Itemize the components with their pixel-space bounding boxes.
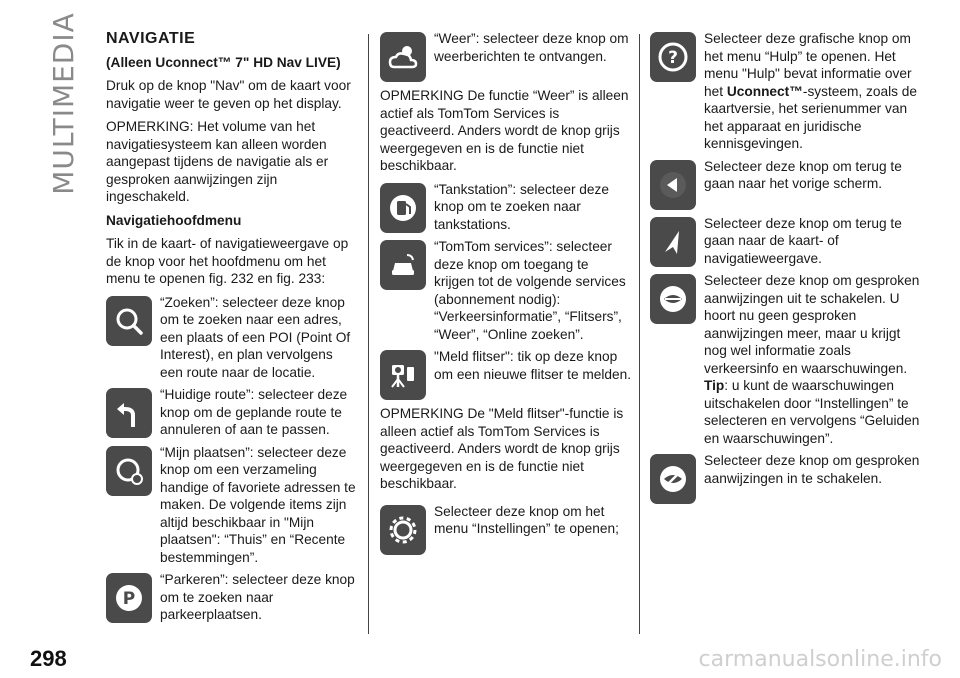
- list-item-back: Selecteer deze knop om terug te gaan naar het vorige scherm.: [650, 158, 926, 210]
- column-divider-2: [639, 34, 640, 634]
- list-item-my-places: “Mijn plaatsen”: selecteer deze knop om een verzameling handige of favoriete adressen te maken. De volgende items zijn altijd beschikbaar in "Mijn plaatsen": “Thuis” en “Recente bestemmingen”.: [106, 444, 356, 567]
- navigation-arrow-icon: [650, 217, 696, 267]
- speed-camera-icon: [380, 350, 426, 400]
- paragraph-open-menu: Tik in de kaart- of navigatieweergave op de knop voor het hoofdmenu om het menu te openen fig. 232 en fig. 233:: [106, 236, 349, 286]
- column-3: [650, 30, 926, 509]
- list-item-search: “Zoeken”: selecteer deze knop om te zoeken naar een adres, een plaats of een POI (Point Of Interest), en plan vervolgens een route naar de locatie.: [106, 294, 356, 382]
- watermark: carmanualsonline.info: [698, 647, 942, 672]
- list-item-current-route: “Huidige route”: selecteer deze knop om de geplande route te annuleren of aan te passen.: [106, 386, 356, 439]
- model-note: (Alleen Uconnect™ 7" HD Nav LIVE): [106, 54, 341, 70]
- section-side-title: MULTIMEDIA: [46, 11, 80, 195]
- note-report-camera: OPMERKING De "Meld flitser"-functie is alleen actief als TomTom Services is geactiveerd. Anders wordt de knop grijs weergegeven en is de functie niet beschikbaar.: [380, 406, 624, 491]
- list-item-weather: “Weer”: selecteer deze knop om weerberichten te ontvangen.: [380, 30, 632, 82]
- back-arrow-icon: [650, 160, 696, 210]
- list-item-settings: Selecteer deze knop om het menu “Instellingen” te openen;: [380, 503, 632, 555]
- voice-guidance-on-icon: [650, 454, 696, 504]
- parking-icon: [106, 573, 152, 623]
- car-services-icon: [380, 240, 426, 290]
- list-item-voice-on: Selecteer deze knop om gesproken aanwijzingen in te schakelen.: [650, 452, 926, 504]
- list-item-parking: P “Parkeren”: selecteer deze knop om te zoeken naar parkeerplaatsen.: [106, 571, 356, 624]
- column-divider-1: [368, 34, 369, 634]
- tip-label: Tip: [704, 378, 725, 393]
- my-places-icon: [106, 446, 152, 496]
- gear-icon: [380, 505, 426, 555]
- svg-text:P: P: [122, 589, 136, 609]
- paragraph-volume-note: OPMERKING: Het volume van het navigatiesysteem kan alleen worden aangepast tijdens de navigatie als er gesproken aanwijzingen zijn ingeschakeld.: [106, 119, 329, 204]
- menu-header: Navigatiehoofdmenu: [106, 212, 242, 228]
- column-1: [106, 30, 356, 629]
- list-item-tomtom-services: “TomTom services”: selecteer deze knop om toegang te krijgen tot de volgende services (abonnement nodig): “Verkeersinformatie”, “Flitsers”, “Weer”, “Online zoeken”.: [380, 238, 632, 343]
- list-item-report-camera: "Meld flitser": tik op deze knop om een nieuwe flitser te melden.: [380, 348, 632, 400]
- paragraph-nav-button: Druk op de knop "Nav" om de kaart voor navigatie weer te geven op het display.: [106, 78, 351, 111]
- svg-text:?: ?: [668, 48, 678, 68]
- weather-icon: [380, 32, 426, 82]
- voice-guidance-off-icon: [650, 274, 696, 324]
- list-item-voice-off: Selecteer deze knop om gesproken aanwijzingen uit te schakelen. U hoort nu geen gesproken aanwijzingen meer, maar u krijgt nog wel informatie zoals verkeersinfo en waarschuwingen. Tip: u kunt de waarschuwingen uitschakelen door “Instellingen” te selecteren en vervolgens “Geluiden en waarschuwingen”.: [650, 272, 926, 447]
- column-2: [380, 30, 632, 560]
- search-icon: [106, 296, 152, 346]
- page-number: 298: [30, 646, 67, 671]
- help-icon: [650, 32, 696, 82]
- brand-name: Uconnect™: [726, 83, 803, 99]
- list-item-fuel-station: “Tankstation”: selecteer deze knop om te zoeken naar tankstations.: [380, 181, 632, 234]
- list-item-help: ? Selecteer deze grafische knop om het menu “Hulp” te openen. Het menu "Hulp" bevat informatie over het Uconnect™-systeem, zoals de kaartversie, het serienummer van het apparaat en juridische kennisgevingen.: [650, 30, 926, 153]
- fuel-station-icon: [380, 183, 426, 233]
- current-route-icon: [106, 388, 152, 438]
- section-header: NAVIGATIE: [106, 30, 196, 47]
- list-item-back-to-map: Selecteer deze knop om terug te gaan naar de kaart- of navigatieweergave.: [650, 215, 926, 268]
- note-weather: OPMERKING De functie “Weer” is alleen actief als TomTom Services is geactiveerd. Anders wordt de knop grijs weergegeven en is de functie niet beschikbaar.: [380, 88, 629, 173]
